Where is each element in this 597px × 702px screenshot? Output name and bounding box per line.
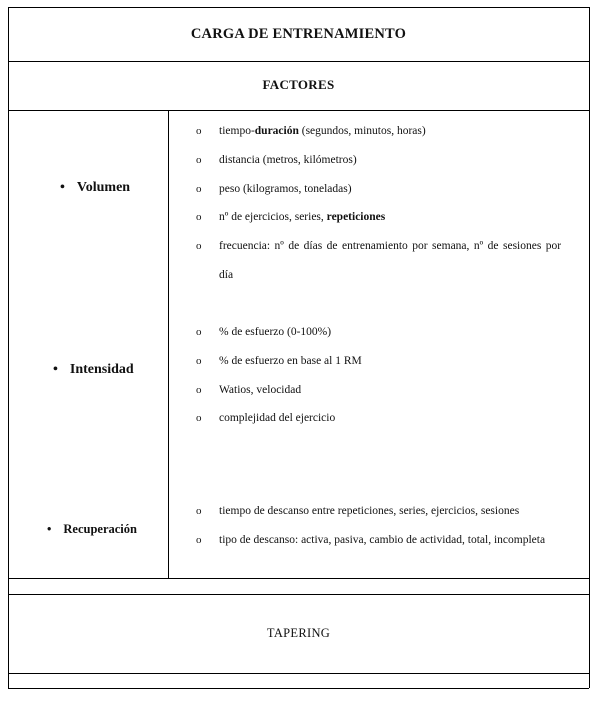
circle-bullet-icon: o [196, 240, 202, 252]
factor-label: Intensidad [69, 362, 134, 377]
circle-bullet-icon: o [196, 326, 202, 338]
factor-recuperacion [47, 522, 137, 537]
bullet-icon: • [53, 362, 58, 377]
circle-bullet-icon: o [196, 211, 202, 223]
table-divider [8, 110, 589, 111]
list-item-continuation: día [219, 269, 234, 281]
circle-bullet-icon: o [196, 183, 202, 195]
table-border-right [589, 7, 590, 688]
factors-heading: FACTORES [262, 77, 335, 92]
table-title: CARGA DE ENTRENAMIENTO [190, 26, 407, 42]
factor-intensidad [53, 362, 134, 378]
circle-bullet-icon: o [196, 534, 202, 546]
table-divider [8, 594, 589, 595]
circle-bullet-icon: o [196, 125, 202, 137]
bullet-icon: • [47, 522, 52, 536]
circle-bullet-icon: o [196, 412, 202, 424]
tapering-label: TAPERING [266, 626, 331, 640]
circle-bullet-icon: o [196, 355, 202, 367]
table-divider [8, 673, 589, 674]
table-border-bottom [8, 688, 589, 689]
table-divider [8, 578, 589, 579]
circle-bullet-icon: o [196, 505, 202, 517]
document-page: CARGA DE ENTRENAMIENTO FACTORES • Volumen • Intensidad • Recuperación o tiempo-duración (segundos, minutos, horas) o distancia (metros, kilómetros) o peso (kilogramos, toneladas) o nº de ejercicios, series, repeticiones o frecuencia: nº de días de entrenamiento por semana, nº de sesiones por día o % de esfuerzo (0-100%) o % de esfuerzo en base al 1 RM o Watios, velocidad o complejidad del ejercicio o tiempo de descanso entre repeticiones, series, ejercicios, sesiones o tipo de descanso: activa, pasiva, cambio de actividad, total, incompleta TAPERING [0, 0, 597, 702]
table-divider [8, 61, 589, 62]
circle-bullet-icon: o [196, 154, 202, 166]
factor-volumen [60, 180, 130, 196]
column-divider [168, 110, 169, 578]
circle-bullet-icon: o [196, 384, 202, 396]
table-border-left [8, 7, 9, 688]
table-border-top [8, 7, 589, 8]
factor-label: Volumen [76, 180, 131, 195]
bullet-icon: • [60, 180, 65, 195]
factor-label: Recuperación [63, 522, 137, 536]
